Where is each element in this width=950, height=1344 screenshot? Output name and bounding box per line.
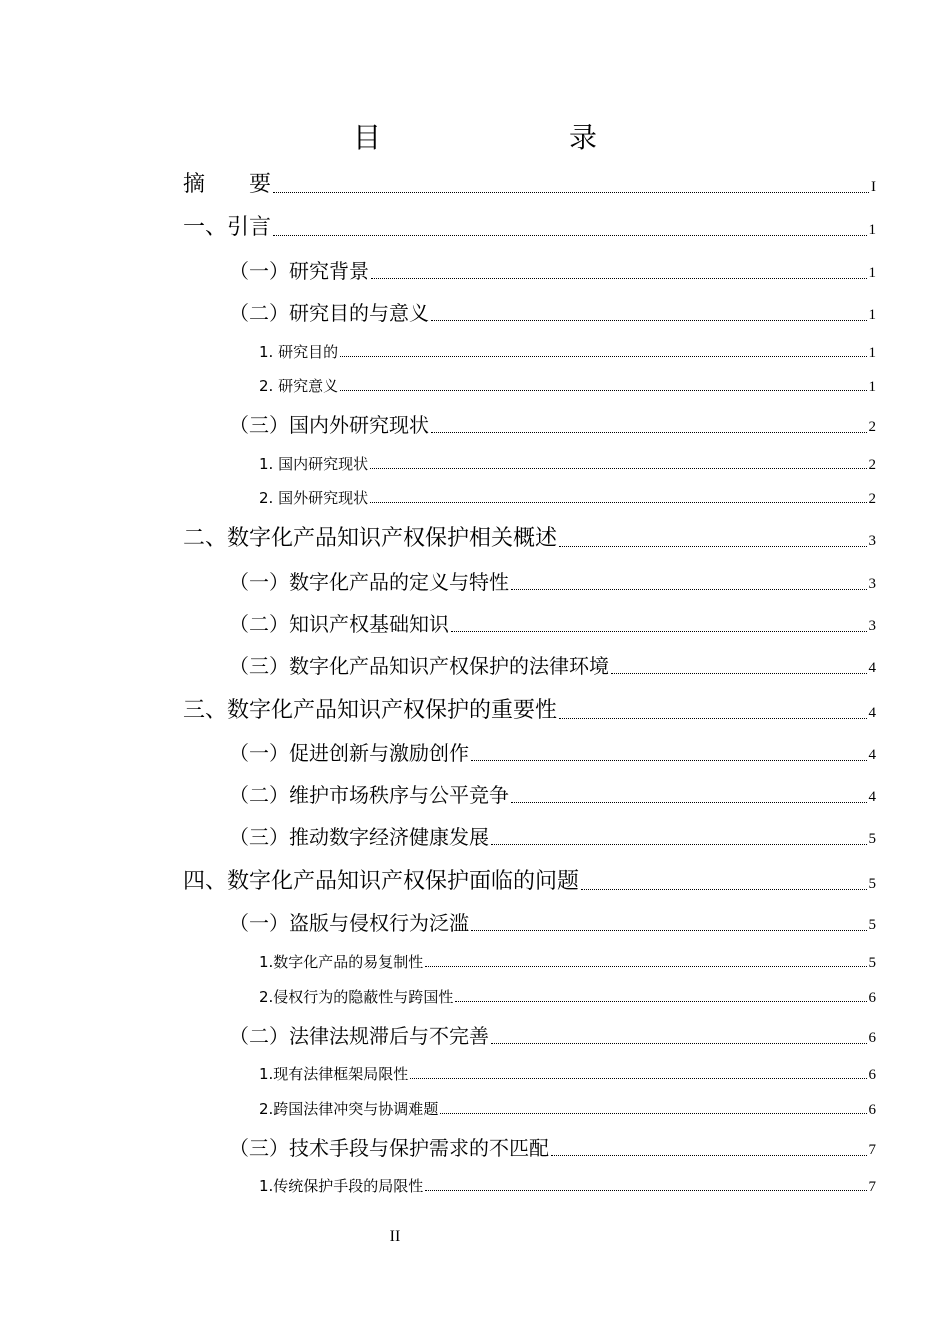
toc-entry-label: 摘 要 [183,172,272,197]
dot-leader [471,760,867,761]
toc-entry-subsection[interactable] [229,820,876,850]
dot-leader [455,1001,866,1002]
dot-leader [340,390,866,391]
toc-entry-page: 3 [868,533,876,549]
toc-entry-page: 2 [868,491,876,507]
toc-entry-subsection[interactable] [229,565,876,595]
toc-entry-page: 3 [868,618,876,634]
toc-entry-label: （一）促进创新与激励创作 [229,741,469,765]
toc-entry-section-4[interactable] [183,863,876,895]
toc-entry-page: 4 [868,705,876,721]
dot-leader [611,673,867,674]
dot-leader [425,966,866,967]
dot-leader [559,546,866,547]
toc-entry-page: 1 [868,222,876,238]
toc-entry-page: 6 [868,1067,876,1083]
toc-entry-item[interactable] [259,1062,876,1084]
toc-entry-item[interactable] [259,374,876,396]
toc-entry-subsection[interactable] [229,296,876,326]
dot-leader [491,844,867,845]
toc-entry-section-2[interactable] [183,520,876,552]
dot-leader [370,468,866,469]
toc-entry-label: 1.数字化产品的易复制性 [259,953,424,971]
toc-entry-label: （三）数字化产品知识产权保护的法律环境 [229,654,609,678]
toc-entry-page: 2 [868,457,876,473]
toc-entry-label: （二）知识产权基础知识 [229,612,449,636]
toc-entry-page: 4 [868,747,876,763]
toc-entry-item[interactable] [259,985,876,1007]
toc-entry-subsection[interactable] [229,649,876,679]
dot-leader [425,1190,866,1191]
dot-leader [471,930,867,931]
toc-entry-section-1[interactable] [183,209,876,241]
dot-leader [273,235,866,236]
toc-entry-page: 4 [868,660,876,676]
toc-entry-label: 2. 国外研究现状 [259,489,369,507]
toc-entry-label: （三）国内外研究现状 [229,413,429,437]
dot-leader [511,802,867,803]
dot-leader [431,320,867,321]
dot-leader [491,1043,867,1044]
dot-leader [440,1113,866,1114]
toc-entry-page: 1 [868,379,876,395]
toc-entry-label: 2. 研究意义 [259,377,339,395]
toc-entry-page: 5 [868,955,876,971]
toc-entry-subsection[interactable] [229,408,876,438]
toc-entry-item[interactable] [259,452,876,474]
toc-entry-item[interactable] [259,950,876,972]
toc-entry-page: 7 [868,1179,876,1195]
toc-entry-page: 6 [868,1030,876,1046]
toc-entry-label: 四、数字化产品知识产权保护面临的问题 [183,869,580,894]
dot-leader [431,432,867,433]
toc-entry-label: 1. 研究目的 [259,343,339,361]
toc-entry-item[interactable] [259,340,876,362]
toc-entry-item[interactable] [259,486,876,508]
toc-entry-page: I [871,179,876,195]
toc-entry-label: （一）盗版与侵权行为泛滥 [229,911,469,935]
toc-entry-label: （一）数字化产品的定义与特性 [229,570,509,594]
toc-entry-subsection[interactable] [229,607,876,637]
dot-leader [581,889,866,890]
toc-entry-page: 2 [868,419,876,435]
toc-entry-label: （二）研究目的与意义 [229,301,429,325]
toc-entry-item[interactable] [259,1174,876,1196]
page-number-footer: II [389,1228,401,1245]
toc-entry-subsection[interactable] [229,906,876,936]
toc-entry-page: 6 [868,990,876,1006]
toc-entry-subsection[interactable] [229,778,876,808]
toc-entry-abstract[interactable] [183,166,876,198]
toc-entry-page: 6 [868,1102,876,1118]
page-title: 目 录 [352,121,641,154]
toc-entry-label: 1.传统保护手段的局限性 [259,1177,424,1195]
toc-entry-label: 2.跨国法律冲突与协调难题 [259,1100,439,1118]
toc-entry-subsection[interactable] [229,1019,876,1049]
toc-entry-subsection[interactable] [229,736,876,766]
dot-leader [410,1078,866,1079]
toc-entry-label: 一、引言 [183,215,272,240]
toc-entry-label: （三）技术手段与保护需求的不匹配 [229,1136,549,1160]
toc-entry-item[interactable] [259,1097,876,1119]
toc-entry-label: （二）维护市场秩序与公平竞争 [229,783,509,807]
toc-entry-section-3[interactable] [183,692,876,724]
toc-entry-label: （三）推动数字经济健康发展 [229,825,489,849]
toc-entry-label: 三、数字化产品知识产权保护的重要性 [183,698,558,723]
dot-leader [559,718,866,719]
dot-leader [511,589,867,590]
dot-leader [273,192,869,193]
toc-entry-page: 5 [868,831,876,847]
toc-entry-label: 2.侵权行为的隐蔽性与跨国性 [259,988,454,1006]
toc-entry-page: 5 [868,876,876,892]
dot-leader [371,278,867,279]
toc-entry-page: 7 [868,1142,876,1158]
toc-entry-label: （一）研究背景 [229,259,369,283]
toc-entry-label: 二、数字化产品知识产权保护相关概述 [183,526,558,551]
toc-entry-page: 1 [868,307,876,323]
toc-entry-label: （二）法律法规滞后与不完善 [229,1024,489,1048]
toc-entry-subsection[interactable] [229,254,876,284]
dot-leader [340,356,866,357]
dot-leader [370,502,866,503]
toc-entry-page: 1 [868,265,876,281]
toc-entry-subsection[interactable] [229,1131,876,1161]
dot-leader [551,1155,867,1156]
toc-entry-page: 5 [868,917,876,933]
toc-entry-page: 4 [868,789,876,805]
toc-entry-page: 1 [868,345,876,361]
toc-entry-label: 1.现有法律框架局限性 [259,1065,409,1083]
toc-entry-label: 1. 国内研究现状 [259,455,369,473]
dot-leader [451,631,867,632]
toc-entry-page: 3 [868,576,876,592]
